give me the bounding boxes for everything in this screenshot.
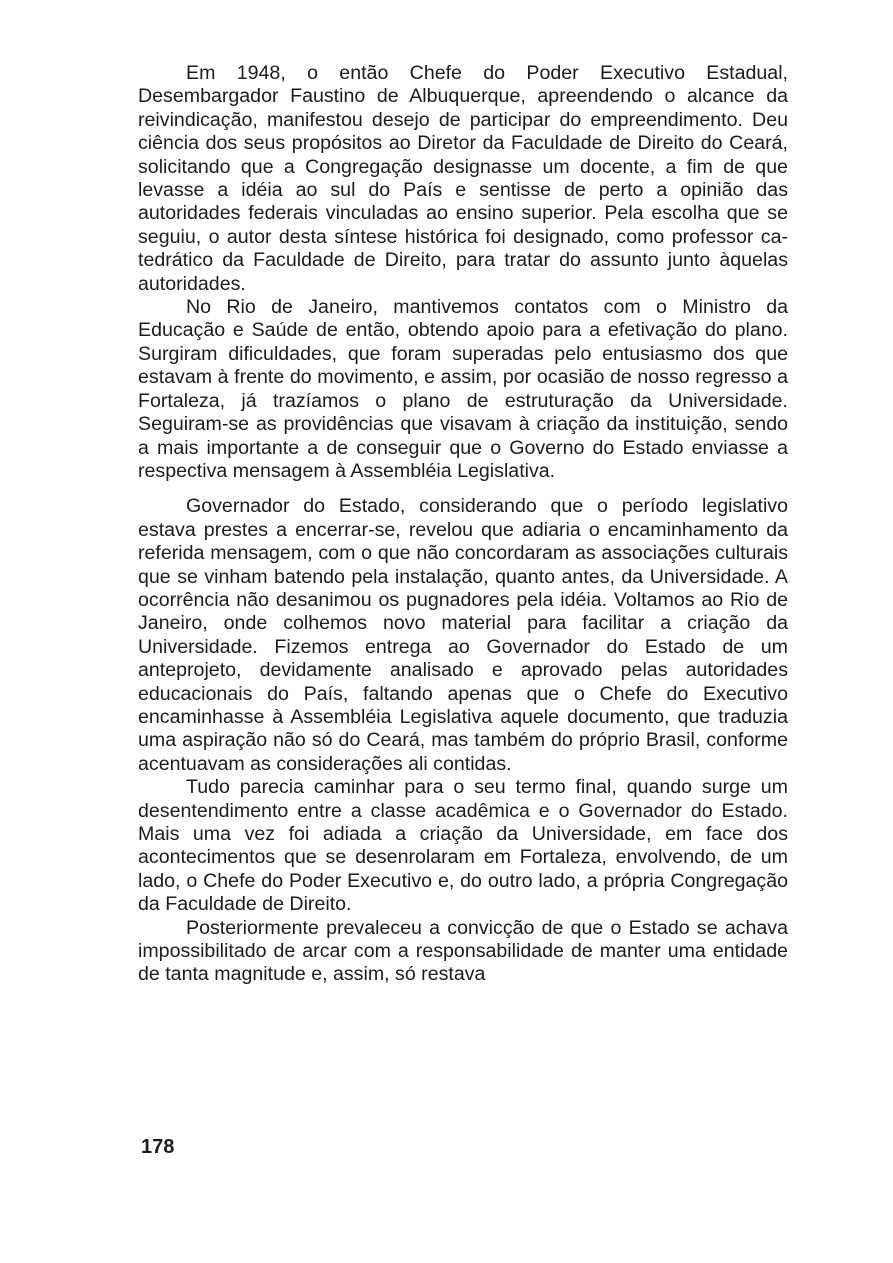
paragraph-3: Governador do Estado, considerando que o período legislativo estava prestes a encerrar-se, revelou que adiaria o encaminhamento da referida mensagem, com o que não concordaram as associações culturais que se vinham batendo pela instalação, quanto antes, da Universidade. A ocorrência não desanimou os pugnadores pela idéia. Voltamos ao Rio de Janeiro, onde colhemos novo material para facilitar a criação da Universidade. Fizemos entrega ao Governador do Estado de um anteprojeto, devidamente analisado e aprovado pelas autoridades educacionais do País, faltando apenas que o Chefe do Executivo encaminhasse à Assembléia Legislativa aquele documento, que traduzia uma aspiração não só do Ceará, mas também do próprio Brasil, conforme acentuavam as considerações ali contidas. xyxy=(138,495,788,775)
page-number: 178 xyxy=(141,1136,175,1158)
paragraph-4: Tudo parecia caminhar para o seu termo final, quando surge um desentendimento entre a classe acadêmica e o Governador do Estado. Mais uma vez foi adiada a criação da Universidade, em face dos acontecimentos que se desenrolaram em Fortaleza, envolvendo, de um lado, o Chefe do Poder Executivo e, do outro lado, a própria Congregação da Faculdade de Direito. xyxy=(138,776,788,916)
paragraph-1: Em 1948, o então Chefe do Poder Executivo Estadual, Desembargador Faustino de Albuquerque, apreendendo o alcance da reivindicação, manifestou desejo de participar do empreendimento. Deu ciência dos seus propósitos ao Diretor da Faculdade de Direito do Ceará, solicitando que a Congregação designasse um docente, a fim de que levasse a idéia ao sul do País e sentisse de perto a opinião das autoridades federais vinculadas ao ensino superior. Pela escolha que se seguiu, o autor desta síntese histórica foi designado, como professor catedrático da Faculdade de Direito, para tratar do assunto junto àquelas autoridades. xyxy=(138,62,788,295)
paragraph-5: Posteriormente prevaleceu a convicção de que o Estado se achava impossibilitado de arcar com a responsabilidade de manter uma entidade de tanta magnitude e, assim, só restava xyxy=(138,916,788,986)
body-text xyxy=(138,62,788,987)
paragraph-2: No Rio de Janeiro, mantivemos contatos com o Ministro da Educação e Saúde de então, obtendo apoio para a efetivação do plano. Surgiram dificuldades, que foram superadas pelo entusiasmo dos que estavam à frente do movimento, e assim, por ocasião de nosso regresso a Fortaleza, já trazíamos o plano de estruturação da Universidade. Seguiram-se as providências que visavam à criação da instituição, sendo a mais importante a de conseguir que o Governo do Estado enviasse a respectiva mensagem à Assembléia Legislativa. xyxy=(138,296,788,482)
